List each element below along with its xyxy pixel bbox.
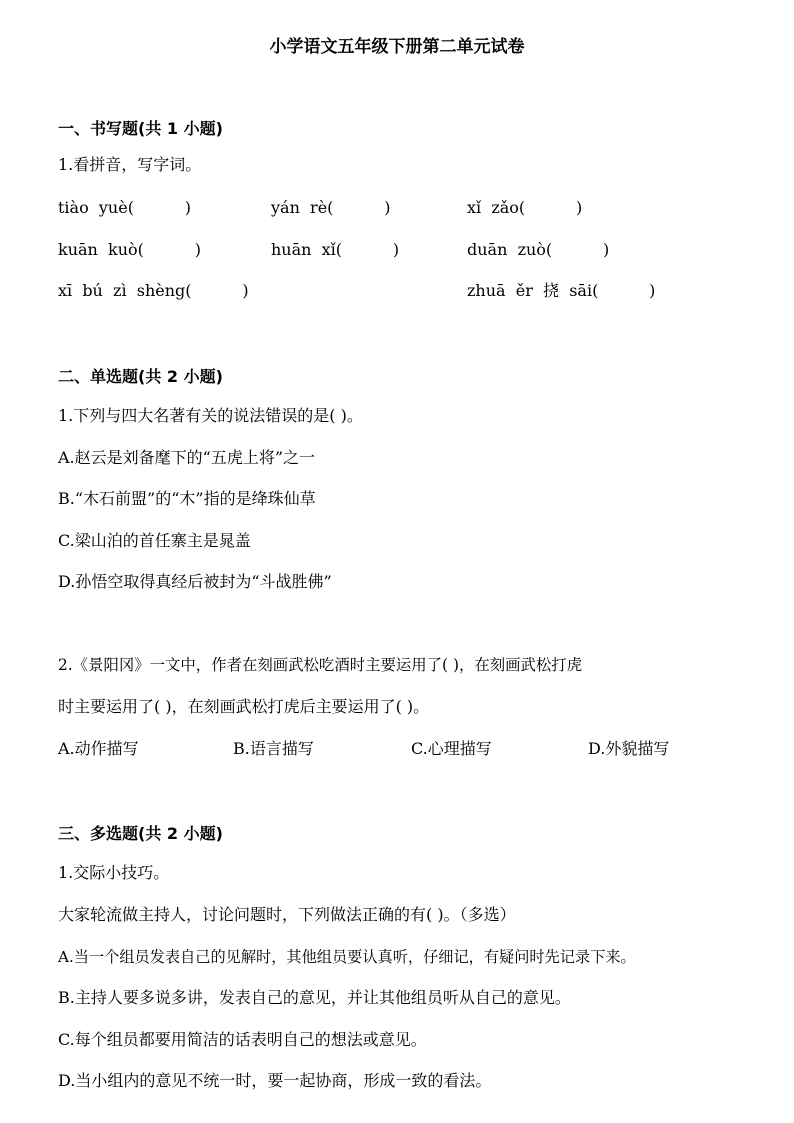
answer-option: A.赵云是刘备麾下的“五虎上将”之一: [58, 448, 316, 467]
answer-option: B.“木石前盟”的“木”指的是绛珠仙草: [58, 489, 316, 508]
pinyin-item: xī bú zì shèng( ): [58, 281, 249, 300]
answer-option: B.主持人要多说多讲，发表自己的意见，并让其他组员听从自己的意见。: [58, 988, 571, 1007]
section-heading-single-choice: 二、单选题(共 2 小题): [58, 367, 223, 386]
pinyin-item: duān zuò( ): [467, 240, 610, 259]
answer-option: C.每个组员都要用简洁的话表明自己的想法或意见。: [58, 1030, 427, 1049]
question-title: 1.交际小技巧。: [58, 863, 170, 882]
answer-option: A.当一个组员发表自己的见解时，其他组员要认真听，仔细记，有疑问时先记录下来。: [58, 948, 636, 966]
pinyin-item: kuān kuò( ): [58, 240, 201, 259]
answer-option: B.语言描写: [233, 739, 314, 758]
section-heading-writing: 一、书写题(共 1 小题): [58, 119, 223, 138]
answer-option: D.外貌描写: [588, 739, 670, 758]
question-text: 1.看拼音，写字词。: [58, 155, 202, 174]
pinyin-item: zhuā ěr 挠 sāi( ): [467, 281, 656, 300]
answer-option: A.动作描写: [58, 739, 139, 758]
question-stem: 1.下列与四大名著有关的说法错误的是( )。: [58, 406, 363, 425]
answer-option: D.当小组内的意见不统一时，要一起协商，形成一致的看法。: [58, 1071, 492, 1090]
pinyin-item: yán rè( ): [271, 198, 391, 217]
question-stem: 时主要运用了( )，在刻画武松打虎后主要运用了( )。: [58, 697, 430, 716]
pinyin-item: huān xǐ( ): [271, 240, 400, 259]
answer-option: D.孙悟空取得真经后被封为“斗战胜佛”: [58, 572, 332, 591]
question-stem: 大家轮流做主持人，讨论问题时，下列做法正确的有( )。（多选）: [58, 905, 516, 924]
pinyin-item: tiào yuè( ): [58, 198, 192, 217]
page-title: 小学语文五年级下册第二单元试卷: [269, 37, 525, 57]
section-heading-multi-choice: 三、多选题(共 2 小题): [58, 824, 223, 843]
answer-option: C.梁山泊的首任寨主是晁盖: [58, 531, 251, 550]
answer-option: C.心理描写: [411, 739, 492, 758]
pinyin-item: xǐ zǎo( ): [467, 198, 583, 217]
question-stem: 2.《景阳冈》一文中，作者在刻画武松吃酒时主要运用了( )，在刻画武松打虎: [58, 656, 583, 674]
